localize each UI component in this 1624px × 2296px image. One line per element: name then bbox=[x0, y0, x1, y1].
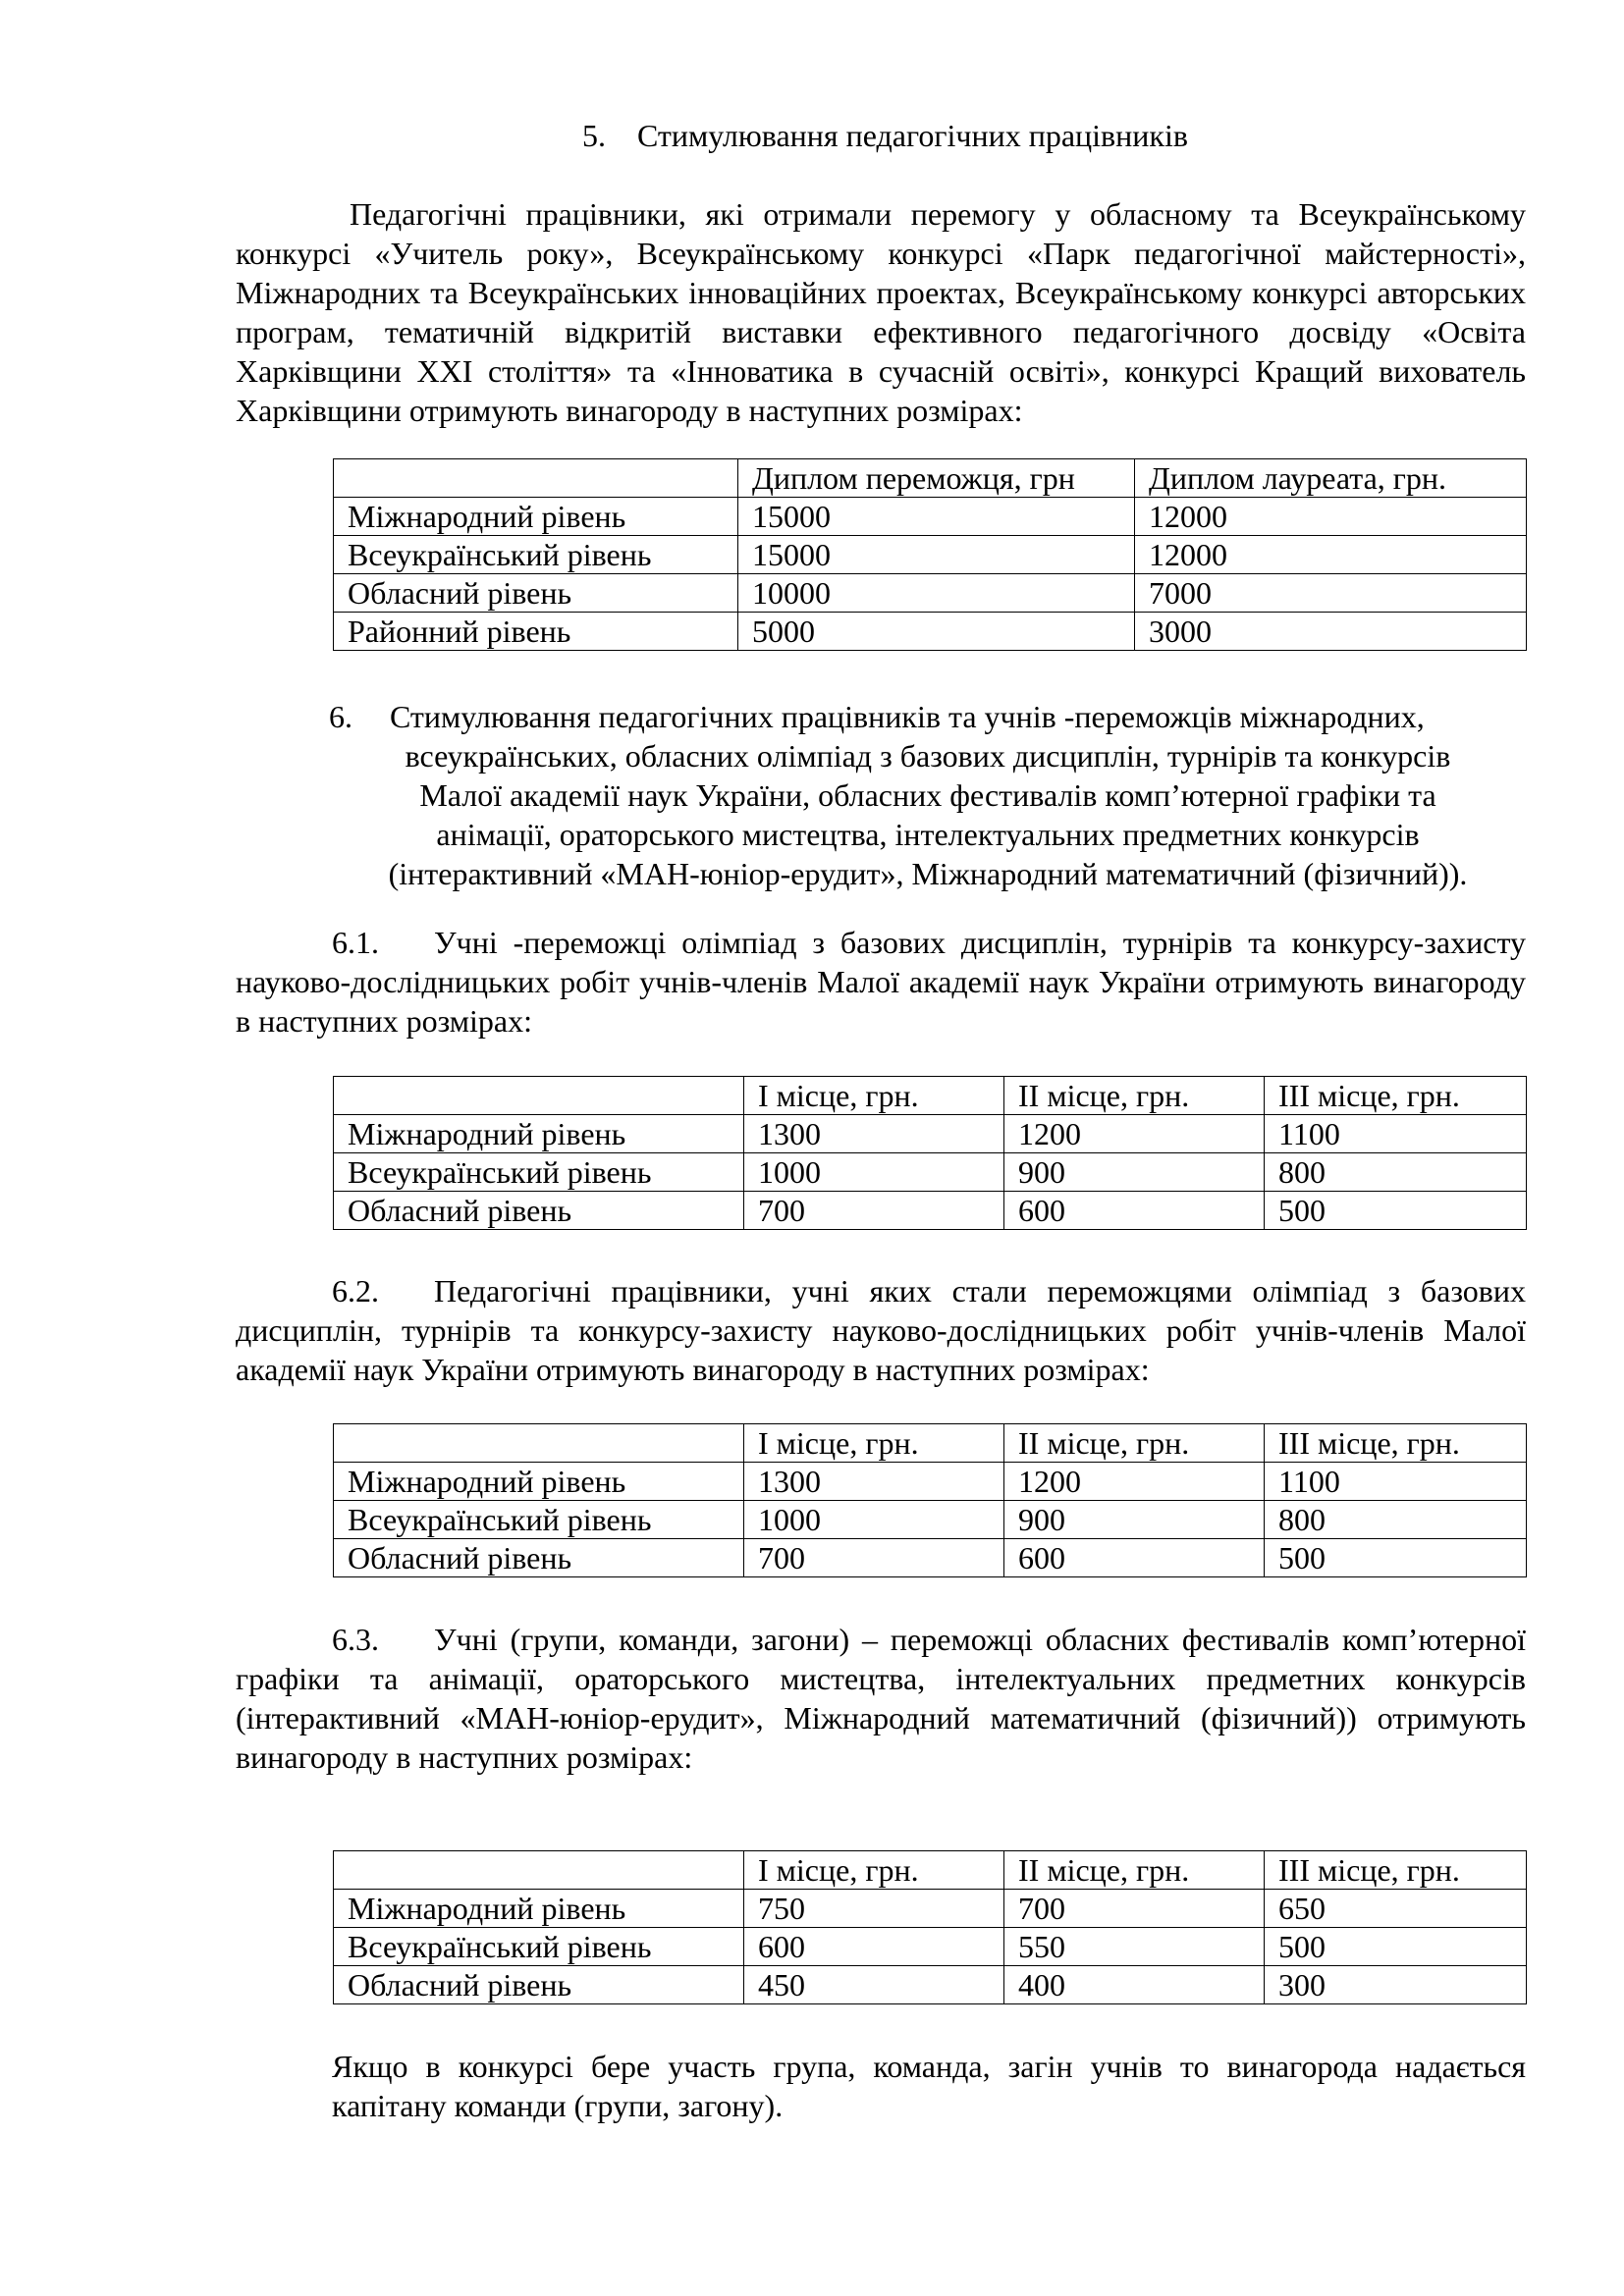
table-cell: Всеукраїнський рівень bbox=[334, 1501, 744, 1539]
table-cell: Районний рівень bbox=[334, 613, 738, 651]
table-cell: 1000 bbox=[744, 1501, 1004, 1539]
section-6-1-text: Учні -переможці олімпіад з базових дисциплін, турнірів та конкурсу-захисту науково-дослідницьких робіт учнів-членів Малої академії наук України отримують винагороду в наступних розмірах: bbox=[236, 925, 1526, 1039]
table-header-cell: ІІ місце, грн. bbox=[1004, 1851, 1265, 1890]
table-header-cell bbox=[334, 1077, 744, 1115]
table-header-cell bbox=[334, 459, 738, 498]
table-cell: 900 bbox=[1004, 1501, 1265, 1539]
section-6-2-text: Педагогічні працівники, учні яких стали переможцями олімпіад з базових дисциплін, турнірів та конкурсу-захисту науково-дослідницьких робіт учнів-членів Малої академії наук України отримують винагороду в наступних розмірах: bbox=[236, 1273, 1526, 1387]
section-6-heading bbox=[329, 697, 1527, 893]
table-cell: 1100 bbox=[1265, 1463, 1527, 1501]
table-cell: 1200 bbox=[1004, 1115, 1265, 1153]
table-cell: 700 bbox=[744, 1539, 1004, 1577]
table-cell: 1300 bbox=[744, 1463, 1004, 1501]
table-header-row bbox=[334, 1851, 1527, 1890]
table-row bbox=[334, 1463, 1527, 1501]
table-cell: 500 bbox=[1265, 1192, 1527, 1230]
section-6-2-number: 6.2. bbox=[332, 1273, 379, 1308]
table-row bbox=[334, 1890, 1527, 1928]
table-cell: 650 bbox=[1265, 1890, 1527, 1928]
table-row bbox=[334, 574, 1527, 613]
table-cell: 10000 bbox=[738, 574, 1135, 613]
section-6-2-paragraph bbox=[236, 1271, 1526, 1389]
table-header-row bbox=[334, 459, 1527, 498]
table-header-cell: ІІ місце, грн. bbox=[1004, 1424, 1265, 1463]
table-cell: 15000 bbox=[738, 536, 1135, 574]
table-row bbox=[334, 1192, 1527, 1230]
section-5-title: Стимулювання педагогічних працівників bbox=[637, 118, 1188, 153]
table-header-cell: ІІІ місце, грн. bbox=[1265, 1077, 1527, 1115]
table-cell: 1300 bbox=[744, 1115, 1004, 1153]
table-cell: 1100 bbox=[1265, 1115, 1527, 1153]
table-header-cell bbox=[334, 1424, 744, 1463]
footer-note: Якщо в конкурсі бере участь група, команда, загін учнів то винагорода надається капітану команди (групи, загону). bbox=[332, 2049, 1526, 2123]
table-header-row bbox=[334, 1077, 1527, 1115]
table-cell: Міжнародний рівень bbox=[334, 1463, 744, 1501]
section-6-title-line: анімації, ораторського мистецтва, інтелектуальних предметних конкурсів bbox=[436, 817, 1420, 852]
table-cell: 500 bbox=[1265, 1539, 1527, 1577]
table-awards-teachers-of-winners bbox=[333, 1423, 1527, 1577]
table-row bbox=[334, 536, 1527, 574]
section-6-heading-line bbox=[329, 697, 1527, 736]
table-cell: Міжнародний рівень bbox=[334, 498, 738, 536]
table-row bbox=[334, 613, 1527, 651]
table-cell: Всеукраїнський рівень bbox=[334, 1153, 744, 1192]
table-cell: 12000 bbox=[1135, 536, 1527, 574]
table-cell: 5000 bbox=[738, 613, 1135, 651]
table-cell: 15000 bbox=[738, 498, 1135, 536]
section-6-title-line: всеукраїнських, обласних олімпіад з базових дисциплін, турнірів та конкурсів bbox=[405, 738, 1451, 774]
table-cell: 3000 bbox=[1135, 613, 1527, 651]
table-awards-teachers bbox=[333, 458, 1527, 651]
section-6-1-paragraph bbox=[236, 923, 1526, 1041]
table-cell: 450 bbox=[744, 1966, 1004, 2004]
table-cell: Всеукраїнський рівень bbox=[334, 1928, 744, 1966]
section-5-number: 5. bbox=[582, 118, 606, 153]
section-6-1-number: 6.1. bbox=[332, 925, 379, 960]
section-6-3-number: 6.3. bbox=[332, 1622, 379, 1657]
table-cell: 550 bbox=[1004, 1928, 1265, 1966]
table-cell: Обласний рівень bbox=[334, 1539, 744, 1577]
section-6-title-line: Малої академії наук України, обласних фестивалів комп’ютерної графіки та bbox=[419, 777, 1436, 813]
table-cell: 800 bbox=[1265, 1501, 1527, 1539]
table-row bbox=[334, 498, 1527, 536]
section-6-number: 6. bbox=[329, 699, 352, 734]
table-cell: 1200 bbox=[1004, 1463, 1265, 1501]
table-header-row bbox=[334, 1424, 1527, 1463]
table-cell: Обласний рівень bbox=[334, 574, 738, 613]
table-header-cell: Диплом переможця, грн bbox=[738, 459, 1135, 498]
table-header-cell: І місце, грн. bbox=[744, 1077, 1004, 1115]
table-row bbox=[334, 1966, 1527, 2004]
table-header-cell: ІІІ місце, грн. bbox=[1265, 1851, 1527, 1890]
table-cell: Міжнародний рівень bbox=[334, 1115, 744, 1153]
table-header-cell: І місце, грн. bbox=[744, 1851, 1004, 1890]
table-cell: 500 bbox=[1265, 1928, 1527, 1966]
table-row bbox=[334, 1539, 1527, 1577]
section-6-title-line: Стимулювання педагогічних працівників та учнів -переможців міжнародних, bbox=[390, 699, 1425, 734]
table-cell: 12000 bbox=[1135, 498, 1527, 536]
table-cell: 700 bbox=[1004, 1890, 1265, 1928]
table-cell: Обласний рівень bbox=[334, 1192, 744, 1230]
table-header-cell: Диплом лауреата, грн. bbox=[1135, 459, 1527, 498]
table-header-cell: ІІ місце, грн. bbox=[1004, 1077, 1265, 1115]
table-header-cell: ІІІ місце, грн. bbox=[1265, 1424, 1527, 1463]
table-cell: 600 bbox=[744, 1928, 1004, 1966]
table-cell: 700 bbox=[744, 1192, 1004, 1230]
table-awards-festival-winners bbox=[333, 1850, 1527, 2004]
table-cell: 1000 bbox=[744, 1153, 1004, 1192]
table-awards-students bbox=[333, 1076, 1527, 1230]
table-cell: 900 bbox=[1004, 1153, 1265, 1192]
table-cell: 800 bbox=[1265, 1153, 1527, 1192]
table-cell: 300 bbox=[1265, 1966, 1527, 2004]
table-row bbox=[334, 1501, 1527, 1539]
table-cell: 400 bbox=[1004, 1966, 1265, 2004]
section-6-3-text: Учні (групи, команди, загони) – переможці обласних фестивалів комп’ютерної графіки та анімації, ораторського мистецтва, інтелектуальних предметних конкурсів (інтерактивний «МАН-юніор-ерудит», Міжнародний математичний (фізичний)) отримують винагороду в наступних розмірах: bbox=[236, 1622, 1526, 1775]
table-cell: Всеукраїнський рівень bbox=[334, 536, 738, 574]
table-row bbox=[334, 1153, 1527, 1192]
table-cell: Обласний рівень bbox=[334, 1966, 744, 2004]
table-cell: 600 bbox=[1004, 1192, 1265, 1230]
table-header-cell: І місце, грн. bbox=[744, 1424, 1004, 1463]
table-cell: 7000 bbox=[1135, 574, 1527, 613]
table-cell: 750 bbox=[744, 1890, 1004, 1928]
section-6-3-paragraph bbox=[236, 1620, 1526, 1777]
table-cell: 600 bbox=[1004, 1539, 1265, 1577]
table-cell: Міжнародний рівень bbox=[334, 1890, 744, 1928]
table-row bbox=[334, 1115, 1527, 1153]
table-header-cell bbox=[334, 1851, 744, 1890]
section-5-paragraph: Педагогічні працівники, які отримали перемогу у обласному та Всеукраїнському конкурсі «Учитель року», Всеукраїнському конкурсі «Парк педагогічної майстерності», Міжнародних та Всеукраїнських інноваційних проектах, Всеукраїнському конкурсі авторських програм, тематичній відкритій виставки ефективного педагогічного досвіду «Освіта Харківщини XXI століття» та «Інноватика в сучасній освіті», конкурсі Кращий вихователь Харківщини отримують винагороду в наступних розмірах: bbox=[236, 196, 1526, 428]
section-5-heading bbox=[582, 116, 1188, 155]
table-row bbox=[334, 1928, 1527, 1966]
section-6-title-line: (інтерактивний «МАН-юніор-ерудит», Міжнародний математичний (фізичний)). bbox=[388, 856, 1468, 891]
